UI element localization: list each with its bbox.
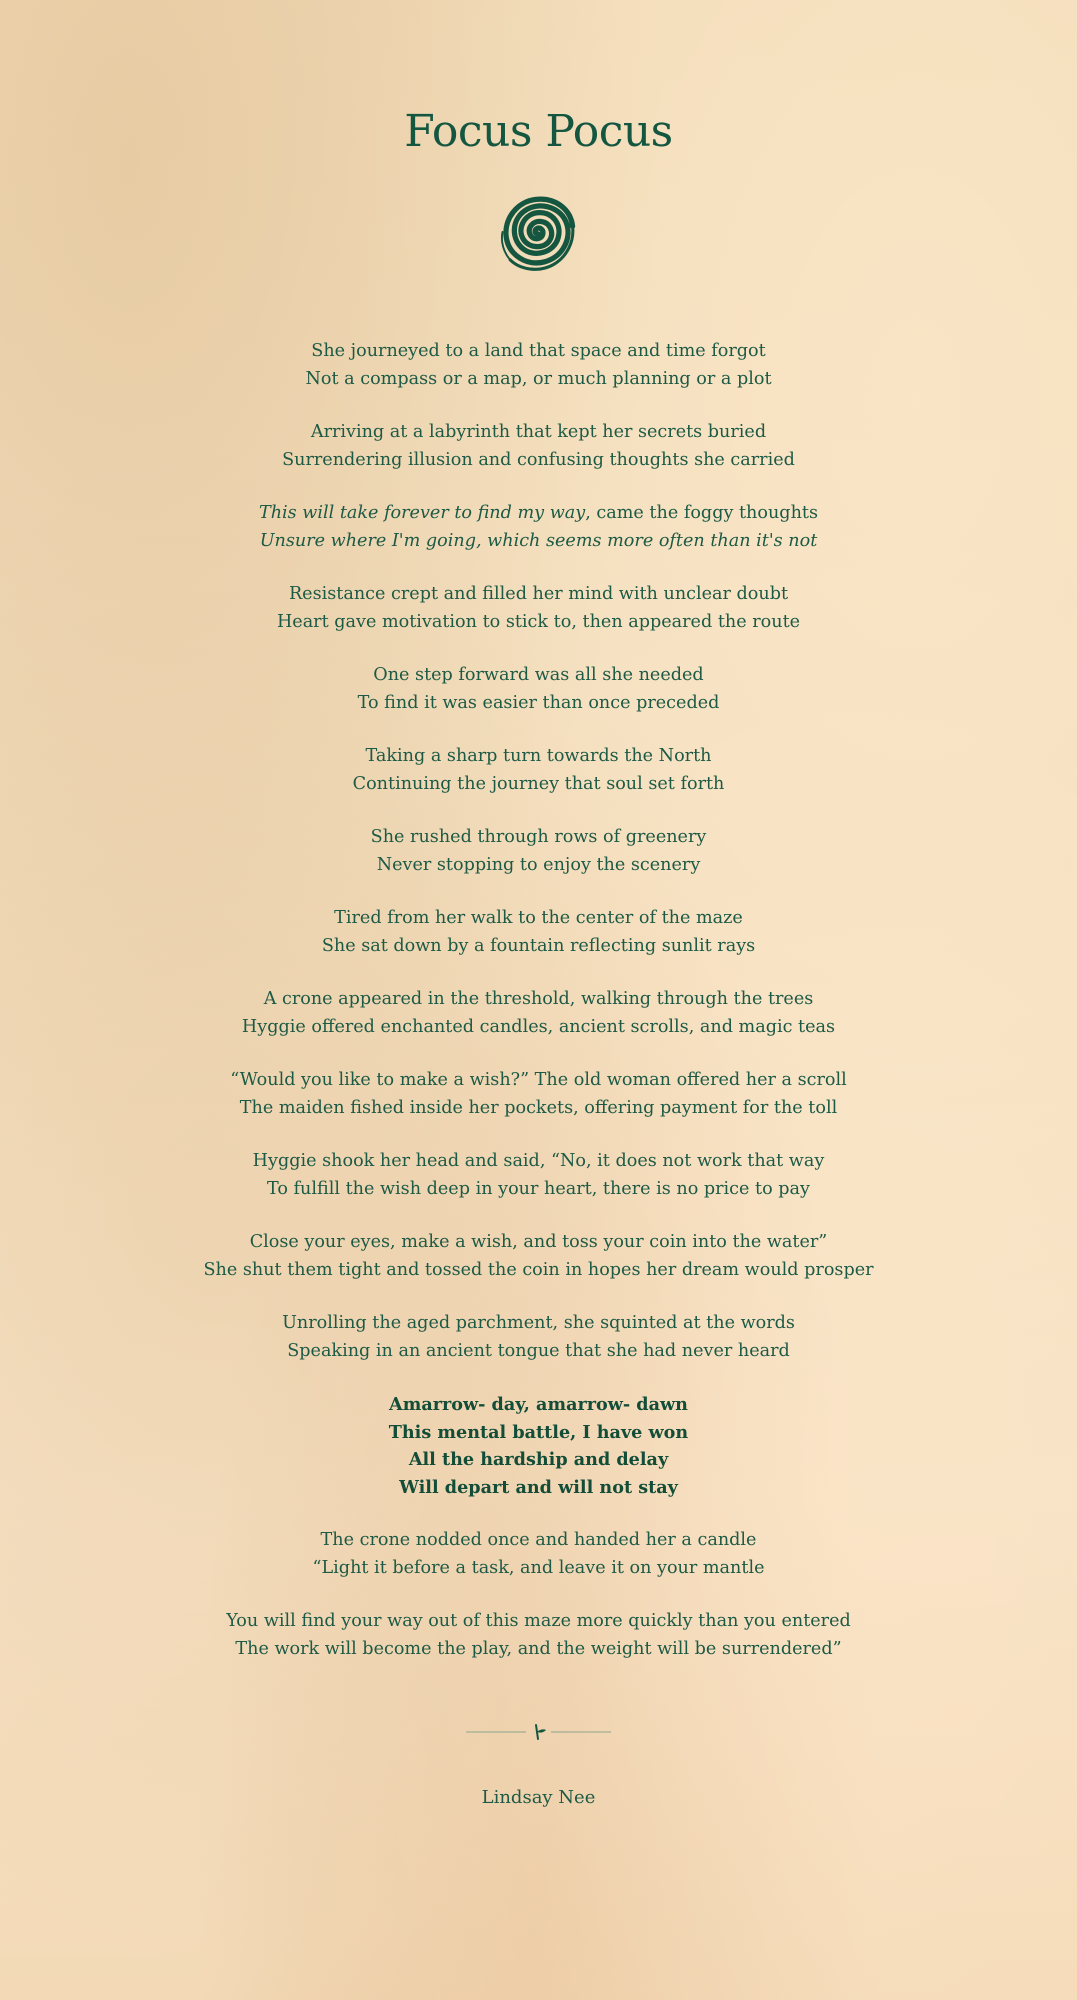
stanza	[0, 1310, 1077, 1365]
line-text: “Would you like to make a wish?” The old woman offered her a scroll	[230, 1070, 847, 1090]
italic-text: This will take forever to find my way	[258, 503, 586, 523]
poem-line	[0, 1014, 1077, 1042]
poem-line	[0, 1257, 1077, 1285]
poem-line	[0, 662, 1077, 690]
poem-line	[0, 1310, 1077, 1338]
poem-line	[0, 419, 1077, 447]
poem-line	[0, 905, 1077, 933]
line-text: Not a compass or a map, or much planning or a plot	[305, 368, 772, 389]
poem-line	[0, 1419, 1077, 1447]
author-name: Lindsay Nee	[481, 1787, 596, 1808]
poem-line	[0, 1608, 1077, 1636]
stanza	[0, 1229, 1077, 1284]
poem-line	[0, 447, 1077, 475]
stanza	[0, 986, 1077, 1041]
line-text: She rushed through rows of greenery	[370, 827, 707, 847]
italic-text: Unsure where I'm going, which seems more often than it's not	[259, 530, 818, 551]
line-text: Hyggie offered enchanted candles, ancient scrolls, and magic teas	[241, 1016, 836, 1037]
poem-line	[0, 1229, 1077, 1257]
poem-line	[0, 528, 1077, 556]
stanza	[0, 338, 1077, 393]
poem-title: Focus Pocus	[404, 106, 673, 157]
stanza	[0, 1148, 1077, 1203]
poem-body	[0, 338, 1077, 1689]
line-text: You will find your way out of this maze more quickly than you entered	[226, 1611, 851, 1631]
poem-line	[0, 986, 1077, 1014]
line-text: The maiden fished inside her pockets, offering payment for the toll	[239, 1097, 838, 1118]
stanza	[0, 1608, 1077, 1663]
poem-line	[0, 1095, 1077, 1123]
poem-line	[0, 1176, 1077, 1204]
line-text: Heart gave motivation to stick to, then appeared the route	[276, 611, 801, 632]
poem-line	[0, 1474, 1077, 1502]
poem-line	[0, 1338, 1077, 1366]
line-text: She journeyed to a land that space and time forgot	[311, 341, 766, 361]
poem-line	[0, 1527, 1077, 1555]
line-text: Arriving at a labyrinth that kept her secrets buried	[310, 422, 767, 442]
line-text: The work will become the play, and the weight will be surrendered”	[235, 1638, 842, 1659]
stanza	[0, 743, 1077, 798]
line-text: To find it was easier than once preceded	[357, 692, 720, 713]
divider-ornament	[466, 1722, 611, 1742]
line-text: , came the foggy thoughts	[585, 503, 819, 523]
poem-line	[0, 338, 1077, 366]
line-text: Amarrow- day, amarrow- dawn	[389, 1394, 688, 1415]
spiral-icon	[490, 184, 586, 280]
poem-line	[0, 743, 1077, 771]
line-text: Hyggie shook her head and said, “No, it does not work that way	[252, 1151, 825, 1171]
poem-line	[0, 690, 1077, 718]
line-text: Speaking in an ancient tongue that she had never heard	[287, 1340, 790, 1361]
poem-line	[0, 500, 1077, 528]
stanza	[0, 662, 1077, 717]
stanza	[0, 824, 1077, 879]
line-text: Taking a sharp turn towards the North	[365, 746, 712, 766]
stanza	[0, 419, 1077, 474]
stanza	[0, 905, 1077, 960]
chant-stanza	[0, 1391, 1077, 1501]
leaf-sprig-icon	[536, 1725, 546, 1739]
line-text: Surrendering illusion and confusing thoughts she carried	[282, 449, 795, 470]
poem-line	[0, 1067, 1077, 1095]
line-text: Tired from her walk to the center of the maze	[334, 908, 743, 928]
line-text: To fulfill the wish deep in your heart, there is no price to pay	[266, 1178, 810, 1199]
poem-line	[0, 609, 1077, 637]
line-text: Unrolling the aged parchment, she squinted at the words	[282, 1313, 795, 1333]
poem-line	[0, 771, 1077, 799]
line-text: Close your eyes, make a wish, and toss your coin into the water”	[249, 1232, 828, 1252]
line-text: She shut them tight and tossed the coin in hopes her dream would prosper	[203, 1259, 874, 1280]
line-text: She sat down by a fountain reflecting sunlit rays	[321, 935, 756, 956]
poem-line	[0, 1636, 1077, 1664]
stanza	[0, 1527, 1077, 1582]
line-text: The crone nodded once and handed her a candle	[320, 1530, 757, 1550]
line-text: All the hardship and delay	[408, 1449, 669, 1470]
line-text: One step forward was all she needed	[373, 665, 704, 685]
poem-line	[0, 1391, 1077, 1419]
stanza	[0, 1067, 1077, 1122]
poem-line	[0, 824, 1077, 852]
poem-line	[0, 852, 1077, 880]
poem-line	[0, 1446, 1077, 1474]
stanza	[0, 500, 1077, 555]
poem-line	[0, 1555, 1077, 1583]
line-text: Will depart and will not stay	[399, 1476, 678, 1498]
poem-line	[0, 581, 1077, 609]
line-text: A crone appeared in the threshold, walking through the trees	[263, 989, 814, 1009]
line-text: Continuing the journey that soul set forth	[352, 773, 725, 794]
line-text: Never stopping to enjoy the scenery	[376, 854, 701, 875]
line-text: This mental battle, I have won	[388, 1421, 689, 1443]
poem-line	[0, 366, 1077, 394]
poem-line	[0, 933, 1077, 961]
poem-line	[0, 1148, 1077, 1176]
line-text: “Light it before a task, and leave it on your mantle	[312, 1557, 765, 1578]
stanza	[0, 581, 1077, 636]
line-text: Resistance crept and filled her mind with unclear doubt	[288, 584, 789, 604]
